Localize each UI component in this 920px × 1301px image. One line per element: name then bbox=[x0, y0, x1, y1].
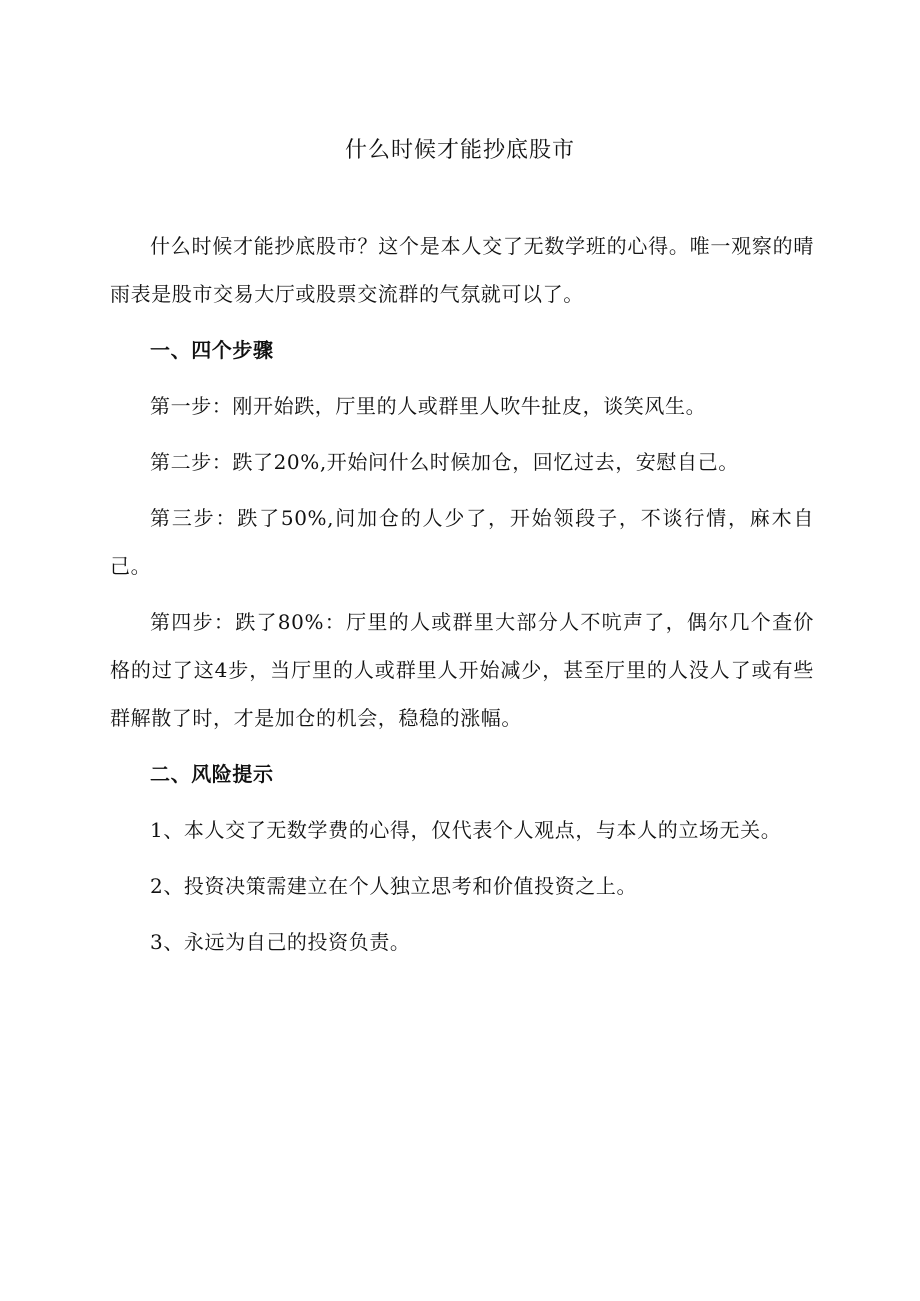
risk-item-3: 3、永远为自己的投资负责。 bbox=[150, 930, 411, 954]
step-paragraph-4: 第四步：跌了80%：厅里的人或群里大部分人不吭声了，偶尔几个查价格的过了这4步，当厅里的人或群里人开始减少，甚至厅里的人没人了或有些群解散了时，才是加仓的机会，稳稳的涨幅。 bbox=[110, 610, 814, 730]
risk-item-2: 2、投资决策需建立在个人独立思考和价值投资之上。 bbox=[150, 874, 638, 898]
risk-item-1: 1、本人交了无数学费的心得，仅代表个人观点，与本人的立场无关。 bbox=[150, 818, 782, 842]
step-paragraph-1: 第一步：刚开始跌，厅里的人或群里人吹牛扯皮，谈笑风生。 bbox=[150, 394, 707, 418]
document-title: 什么时候才能抄底股市 bbox=[344, 138, 575, 163]
step-paragraph-2: 第二步：跌了20%,开始问什么时候加仓，回忆过去，安慰自己。 bbox=[150, 450, 739, 474]
section-heading-steps: 一、四个步骤 bbox=[150, 338, 274, 362]
step-paragraph-3: 第三步：跌了50%,问加仓的人少了，开始领段子，不谈行情，麻木自己。 bbox=[110, 506, 814, 578]
document-body bbox=[110, 222, 814, 974]
section-heading-risk: 二、风险提示 bbox=[150, 762, 274, 786]
intro-paragraph: 什么时候才能抄底股市？这个是本人交了无数学班的心得。唯一观察的晴雨表是股市交易大厅或股票交流群的气氛就可以了。 bbox=[110, 234, 814, 306]
